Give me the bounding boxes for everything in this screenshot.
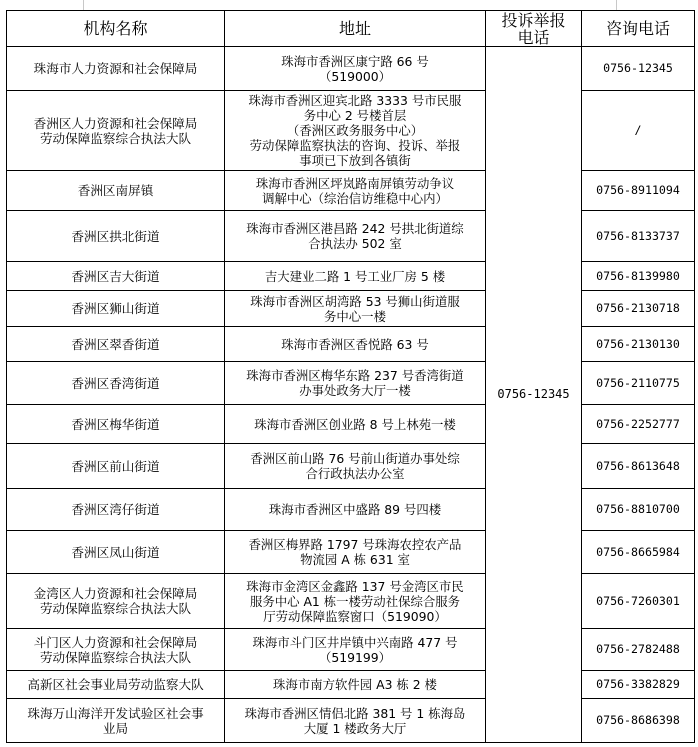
table-row (7, 291, 695, 327)
table-row (7, 405, 695, 444)
table-row (7, 327, 695, 362)
table-row (7, 262, 695, 291)
org-name: 珠海万山海洋开发试验区社会事 业局 (7, 699, 225, 743)
table-row (7, 362, 695, 405)
consult-phone: 0756-2782488 (582, 629, 695, 671)
org-name: 香洲区人力资源和社会保障局 劳动保障监察综合执法大队 (7, 91, 225, 171)
org-address: 珠海市香洲区中盛路 89 号四楼 (225, 489, 486, 531)
org-name: 香洲区香湾街道 (7, 362, 225, 405)
org-name: 斗门区人力资源和社会保障局 劳动保障监察综合执法大队 (7, 629, 225, 671)
org-name: 高新区社会事业局劳动监察大队 (7, 671, 225, 699)
org-name: 香洲区梅华街道 (7, 405, 225, 444)
header-address: 地址 (225, 11, 486, 47)
table-row (7, 489, 695, 531)
org-address: 珠海市香洲区香悦路 63 号 (225, 327, 486, 362)
table-row (7, 629, 695, 671)
consult-phone: 0756-2130130 (582, 327, 695, 362)
org-address: 珠海市金湾区金鑫路 137 号金湾区市民 服务中心 A1 栋一楼劳动社保综合服务 厅劳动保障监察窗口（519090） (225, 574, 486, 629)
consult-phone: 0756-8133737 (582, 211, 695, 262)
org-address: 香洲区前山路 76 号前山街道办事处综 合行政执法办公室 (225, 444, 486, 489)
consult-phone: / (582, 91, 695, 171)
consult-phone: 0756-2130718 (582, 291, 695, 327)
consult-phone: 0756-8613648 (582, 444, 695, 489)
labor-inspection-contacts-table (6, 10, 695, 743)
table-row (7, 671, 695, 699)
table-header-row (7, 11, 695, 47)
complaint-phone: 0756-12345 (486, 47, 582, 743)
org-address: 珠海市香洲区胡湾路 53 号狮山街道服 务中心一楼 (225, 291, 486, 327)
org-address: 珠海市香洲区港昌路 242 号拱北街道综 合执法办 502 室 (225, 211, 486, 262)
org-name: 金湾区人力资源和社会保障局 劳动保障监察综合执法大队 (7, 574, 225, 629)
consult-phone: 0756-8139980 (582, 262, 695, 291)
org-name: 香洲区狮山街道 (7, 291, 225, 327)
org-name: 香洲区拱北街道 (7, 211, 225, 262)
consult-phone: 0756-8665984 (582, 531, 695, 574)
table-row (7, 531, 695, 574)
table-row (7, 574, 695, 629)
header-complaint-phone: 投诉举报 电话 (486, 11, 582, 47)
consult-phone: 0756-3382829 (582, 671, 695, 699)
column-guide-line (83, 0, 84, 10)
org-name: 香洲区前山街道 (7, 444, 225, 489)
table-row (7, 211, 695, 262)
header-name: 机构名称 (7, 11, 225, 47)
org-address: 吉大建业二路 1 号工业厂房 5 楼 (225, 262, 486, 291)
consult-phone: 0756-8810700 (582, 489, 695, 531)
table-row (7, 444, 695, 489)
org-address: 珠海市香洲区梅华东路 237 号香湾街道 办事处政务大厅一楼 (225, 362, 486, 405)
consult-phone: 0756-2110775 (582, 362, 695, 405)
org-address: 珠海市南方软件园 A3 栋 2 楼 (225, 671, 486, 699)
org-name: 香洲区吉大街道 (7, 262, 225, 291)
org-address: 珠海市香洲区迎宾北路 3333 号市民服 务中心 2 号楼首层 （香洲区政务服务中心） 劳动保障监察执法的咨询、投诉、举报 事项已下放到各镇街 (225, 91, 486, 171)
table-row (7, 47, 695, 91)
org-name: 珠海市人力资源和社会保障局 (7, 47, 225, 91)
consult-phone: 0756-12345 (582, 47, 695, 91)
org-name: 香洲区翠香街道 (7, 327, 225, 362)
consult-phone: 0756-8911094 (582, 171, 695, 211)
table-row (7, 91, 695, 171)
consult-phone: 0756-2252777 (582, 405, 695, 444)
org-address: 珠海市香洲区坪岚路南屏镇劳动争议 调解中心（综治信访维稳中心内） (225, 171, 486, 211)
consult-phone: 0756-8686398 (582, 699, 695, 743)
column-guide-line (616, 0, 617, 10)
table-row (7, 171, 695, 211)
consult-phone: 0756-7260301 (582, 574, 695, 629)
org-address: 香洲区梅界路 1797 号珠海农控农产品 物流园 A 栋 631 室 (225, 531, 486, 574)
table-row (7, 699, 695, 743)
org-name: 香洲区南屏镇 (7, 171, 225, 211)
org-name: 香洲区湾仔街道 (7, 489, 225, 531)
org-name: 香洲区凤山街道 (7, 531, 225, 574)
header-consult-phone: 咨询电话 (582, 11, 695, 47)
org-address: 珠海市香洲区康宁路 66 号 （519000） (225, 47, 486, 91)
org-address: 珠海市香洲区情侣北路 381 号 1 栋海岛 大厦 1 楼政务大厅 (225, 699, 486, 743)
org-address: 珠海市斗门区井岸镇中兴南路 477 号 （519199） (225, 629, 486, 671)
org-address: 珠海市香洲区创业路 8 号上林苑一楼 (225, 405, 486, 444)
